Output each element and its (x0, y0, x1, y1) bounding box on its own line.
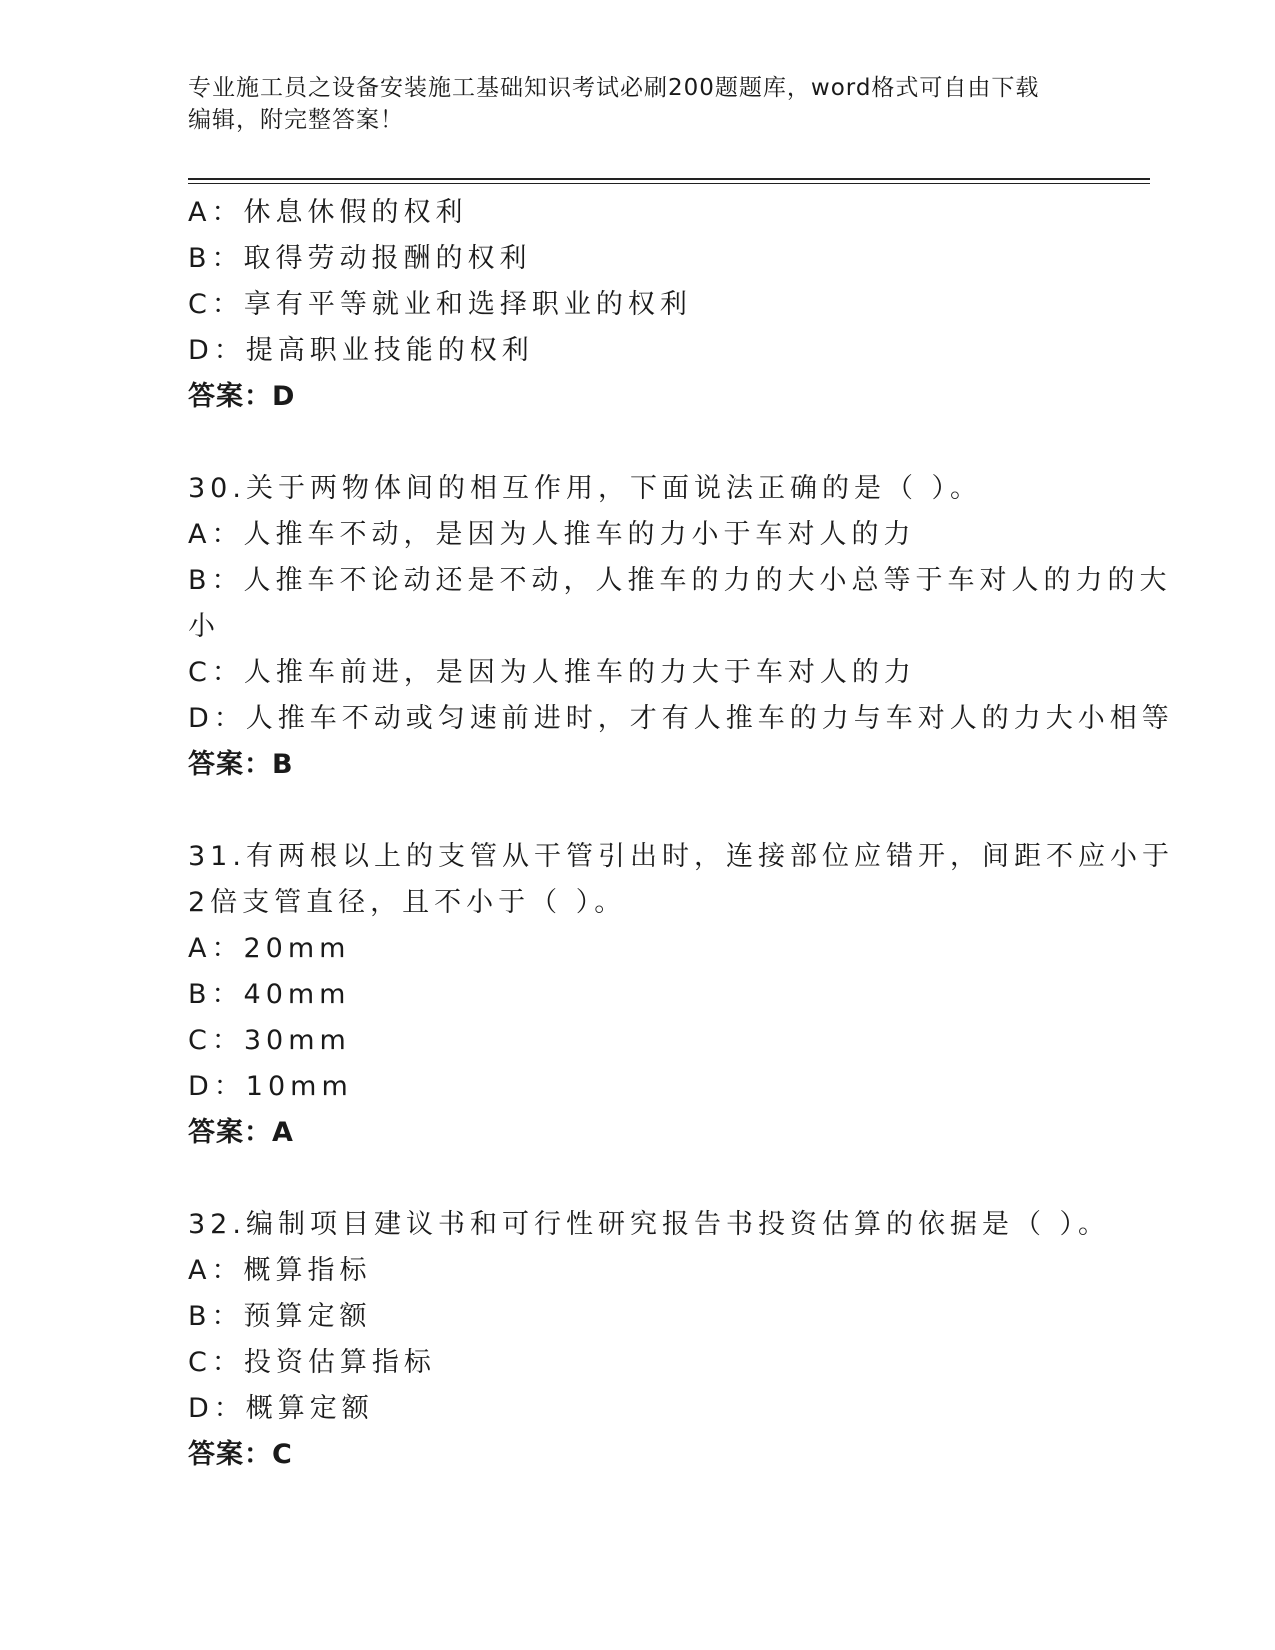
option-a: A：概算指标 (188, 1255, 372, 1286)
header-title-line-1: 专业施工员之设备安装施工基础知识考试必刷200题题库，word格式可自由下载 (188, 75, 1040, 101)
option-c: C：人推车前进，是因为人推车的力大于车对人的力 (188, 657, 916, 688)
option-b-continued: 小 (188, 611, 220, 642)
option-a: A：20mm (188, 933, 351, 964)
option-d: D：概算定额 (188, 1393, 374, 1424)
option-c: C：享有平等就业和选择职业的权利 (188, 289, 692, 320)
option-b: B：40mm (188, 979, 351, 1010)
header-title-line-2: 编辑，附完整答案！ (188, 107, 404, 133)
option-d: D：人推车不动或匀速前进时，才有人推车的力与车对人的力大小相等 (188, 703, 1174, 734)
question-30 (188, 466, 1174, 788)
question-text-line-2: 2倍支管直径，且不小于（ ）。 (188, 887, 627, 918)
question-32 (188, 1202, 1111, 1478)
question-31 (188, 834, 1174, 1156)
question-29 (188, 190, 1088, 420)
spacer (188, 788, 1088, 834)
spacer (188, 1156, 1088, 1202)
header-divider-thick (188, 178, 1150, 180)
document-body (188, 190, 1174, 1478)
option-b: B：取得劳动报酬的权利 (188, 243, 532, 274)
question-text-line-1: 31.有两根以上的支管从干管引出时，连接部位应错开，间距不应小于 (188, 841, 1174, 872)
document-header (188, 72, 1088, 136)
spacer (188, 420, 1088, 466)
question-text: 30.关于两物体间的相互作用，下面说法正确的是（ ）。 (188, 473, 983, 504)
option-b: B：预算定额 (188, 1301, 372, 1332)
option-a: A：人推车不动，是因为人推车的力小于车对人的力 (188, 519, 916, 550)
question-text: 32.编制项目建议书和可行性研究报告书投资估算的依据是（ ）。 (188, 1209, 1111, 1240)
option-b: B：人推车不论动还是不动，人推车的力的大小总等于车对人的力的大 (188, 565, 1172, 596)
answer: 答案：B (188, 749, 294, 780)
answer: 答案：C (188, 1439, 293, 1470)
answer: 答案：D (188, 381, 296, 412)
option-c: C：30mm (188, 1025, 351, 1056)
option-d: D：提高职业技能的权利 (188, 335, 534, 366)
answer: 答案：A (188, 1117, 294, 1148)
option-a: A：休息休假的权利 (188, 197, 468, 228)
header-divider-thin (188, 183, 1150, 184)
option-c: C：投资估算指标 (188, 1347, 436, 1378)
option-d: D：10mm (188, 1071, 353, 1102)
